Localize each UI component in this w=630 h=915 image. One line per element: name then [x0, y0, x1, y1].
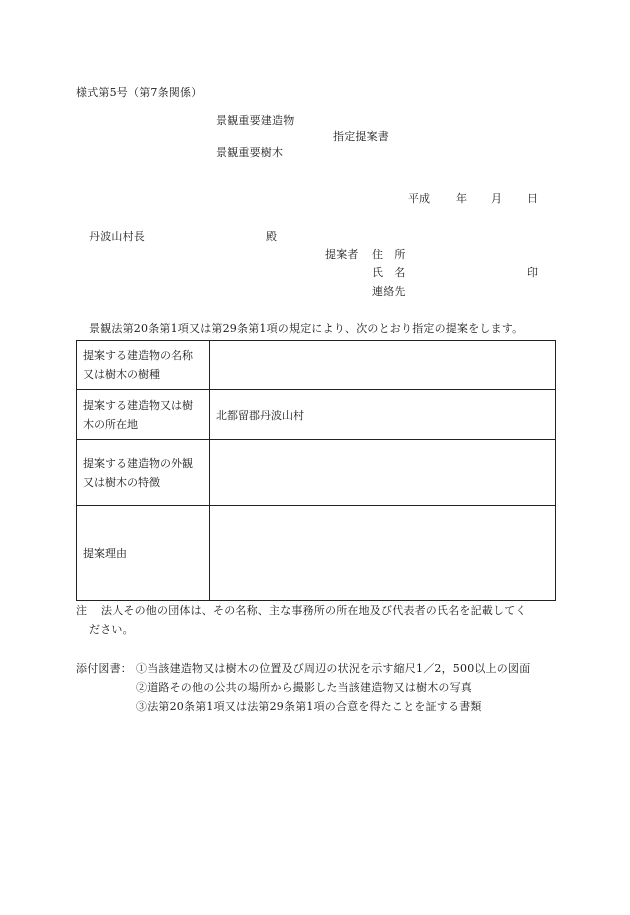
row-value-name[interactable]	[210, 341, 556, 390]
table-row	[77, 341, 556, 390]
note-prefix: 注	[76, 604, 87, 617]
date-day: 日	[527, 192, 538, 205]
row-label-reason: 提案理由	[77, 506, 210, 601]
attachment-item-2: ②道路その他の公共の場所から撮影した当該建造物又は樹木の写真	[136, 681, 472, 694]
proposer-name-label: 氏 名	[372, 266, 406, 279]
form-number: 様式第5号（第7条関係）	[76, 86, 203, 99]
seal-mark: 印	[527, 266, 538, 279]
row-value-location[interactable]: 北都留郡丹波山村	[210, 390, 556, 440]
title-tree: 景観重要樹木	[216, 146, 284, 159]
attachments-label: 添付図書：	[76, 662, 132, 675]
title-building: 景観重要建造物	[216, 114, 295, 127]
table-row	[77, 390, 556, 440]
intro-text: 景観法第20条第1項又は第29条第1項の規定により、次のとおり指定の提案をします。	[89, 322, 524, 335]
proposer-contact-label: 連絡先	[372, 285, 406, 298]
attachment-item-3: ③法第20条第1項又は法第29条第1項の合意を得たことを証する書類	[136, 700, 482, 713]
page-title: 指定提案書	[333, 130, 389, 143]
note-line-2: ださい。	[89, 623, 134, 636]
date-era: 平成	[408, 192, 430, 205]
proposer-address-label: 住 所	[372, 248, 406, 261]
row-value-features[interactable]	[210, 440, 556, 506]
addressee-name: 丹波山村長	[89, 230, 145, 243]
date-year: 年	[456, 192, 467, 205]
row-label-features: 提案する建造物の外観又は樹木の特徴	[77, 440, 210, 506]
proposer-label: 提案者	[325, 248, 359, 261]
date-month: 月	[491, 192, 502, 205]
row-label-name: 提案する建造物の名称又は樹木の樹種	[77, 341, 210, 390]
attachment-item-1: ①当該建造物又は樹木の位置及び周辺の状況を示す縮尺1／2，500以上の図面	[136, 662, 531, 675]
row-value-reason[interactable]	[210, 506, 556, 601]
proposal-table	[76, 340, 556, 601]
table-row	[77, 506, 556, 601]
table-row	[77, 440, 556, 506]
row-label-location: 提案する建造物又は樹木の所在地	[77, 390, 210, 440]
note-line-1: 法人その他の団体は、その名称、主な事務所の所在地及び代表者の氏名を記載してく	[101, 604, 527, 617]
addressee-honorific: 殿	[266, 230, 277, 243]
